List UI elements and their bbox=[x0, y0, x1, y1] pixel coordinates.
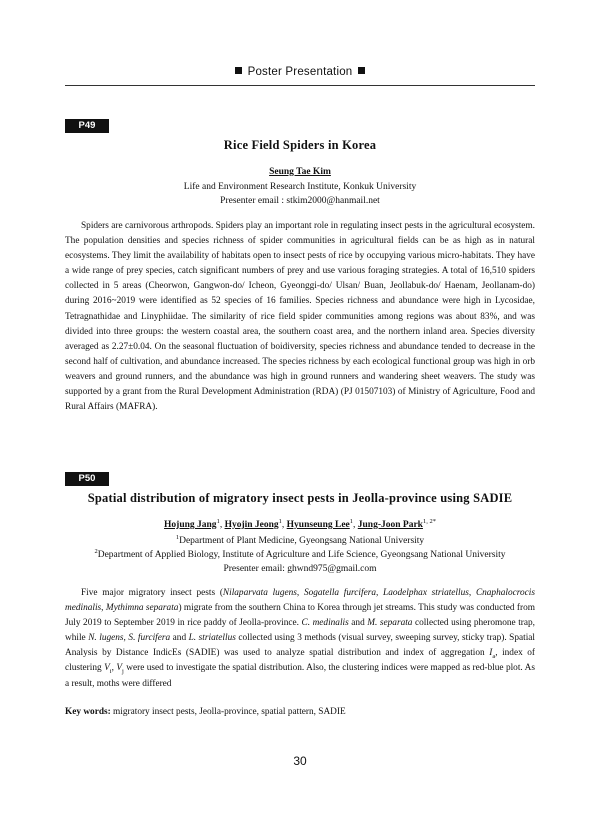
square-bullet-icon bbox=[235, 67, 242, 74]
author-sup: 1, 2* bbox=[422, 517, 436, 525]
keywords-text: migratory insect pests, Jeolla-province, spatial pattern, SADIE bbox=[113, 707, 346, 717]
page-header bbox=[0, 66, 600, 78]
email-p50: Presenter email: ghwnd975@gmail.com bbox=[223, 564, 377, 574]
abstract-body-p49: Spiders are carnivorous arthropods. Spiders play an important role in regulating insect pests in the agricultural ecosystem. The population densities and species richness of spider communities in agricultural fields can be as high as in natural ecosystems. They limit the availability of habitats open to insect pests of rice by occupying various micro-habitats. They have a wide range of prey species, catch significant numbers of prey and use various foraging strategies. A total of 16,510 spiders collected in 5 areas (Cheorwon, Gangwon-do/ Icheon, Gyeonggi-do/ Ulsan/ Buan, Jeollabuk-do/ Haenam, Jeollanam-do) during 2016~2019 were identified as 52 species of 16 families. Species richness and abundance were high in Lycosidae, Tetragnathidae and Linyphiidae. The similarity of rice field spider communities among regions was about 83%, and was divided into three groups: the western coastal area, the southern coast area, and the northern inland area. Species diversity averaged as 2.27±0.04. On the seasonal fluctuation of boidiversity, species richness and abundance tended to decrease in the second half of cultivation, and abundance increased. The species richness by each ecological functional group was high in orb weavers and ground runners, and the abundance was high in ground runners and wandering sheet weavers. The study was supported by a grant from the Rural Development Administration (RDA) (PJ 01507103) of Ministry of Agriculture, Food and Rural Affairs (MAFRA). bbox=[65, 221, 535, 413]
author-line-p50: Hojung Jang$^1$, Hyojin Jeong$^1$, Hyunseung Lee$^1$, Jung-Joon Park$^{1, 2*}$ bbox=[164, 517, 436, 530]
affiliation-sup: 2 bbox=[94, 547, 98, 555]
abstract-tag-p50: P50 bbox=[65, 472, 109, 486]
affiliation-sup: 1 bbox=[175, 533, 180, 541]
author-sup: 1 bbox=[216, 517, 220, 525]
keywords-label: Key words: bbox=[65, 707, 111, 717]
author-line-p49 bbox=[65, 166, 535, 179]
abstract-tag-p49: P49 bbox=[65, 119, 109, 133]
header-rule bbox=[65, 85, 535, 86]
abstract-title-p50: Spatial distribution of migratory insect pests in Jeolla-province using SADIE bbox=[87, 491, 513, 505]
author-sup: 1 bbox=[278, 517, 282, 525]
affiliation-text: Department of Applied Biology, Institute of Agriculture and Life Science, Gyeongsang National University bbox=[97, 550, 506, 560]
author-name: Jung-Joon Park bbox=[357, 520, 423, 530]
author-name: Seung Tae Kim bbox=[269, 167, 331, 177]
author-name: Hyunseung Lee bbox=[286, 520, 350, 530]
email-p49: Presenter email : stkim2000@hanmail.net bbox=[220, 196, 380, 206]
affiliation-text: Department of Plant Medicine, Gyeongsang National University bbox=[179, 536, 425, 546]
author-name: Hyojin Jeong bbox=[224, 520, 279, 530]
header-title: Poster Presentation bbox=[247, 66, 353, 78]
abstract-title-p49: Rice Field Spiders in Korea bbox=[223, 138, 377, 152]
author-name: Hojung Jang bbox=[164, 520, 217, 530]
affiliation-1-p50 bbox=[65, 535, 535, 548]
affiliation-2-p50 bbox=[65, 549, 535, 562]
affiliation-p49: Life and Environment Research Institute, Konkuk University bbox=[183, 182, 417, 192]
keywords-p50 bbox=[65, 705, 535, 719]
abstract-body-p50: Five major migratory insect pests (Nilaparvata lugens, Sogatella furcifera, Laodelphax striatellus, Cnaphalocrocis medinalis, Mythimna separata) migrate from the southern China to Korea through jet streams. This study was conducted from July 2019 to September 2019 in rice paddy of Jeolla-province. C. medinalis and M. separata collected using pheromone trap, while N. lugens, S. furcifera and L. striatellus collected using 3 methods (visual survey, sweeping survey, sticky trap). Spatial Analysis by Distance IndicEs (SADIE) was used to analyze spatial distribution and index of aggregation $I_a$, index of clustering $V_i$, $V_j$ were used to investigate the spatial distribution. Also, the clustering indices were mapped as red-blue plot. As a result, moths were differed bbox=[65, 588, 535, 689]
author-sup: 1 bbox=[349, 517, 354, 525]
page-number: 30 bbox=[293, 754, 307, 768]
square-bullet-icon bbox=[358, 67, 365, 74]
